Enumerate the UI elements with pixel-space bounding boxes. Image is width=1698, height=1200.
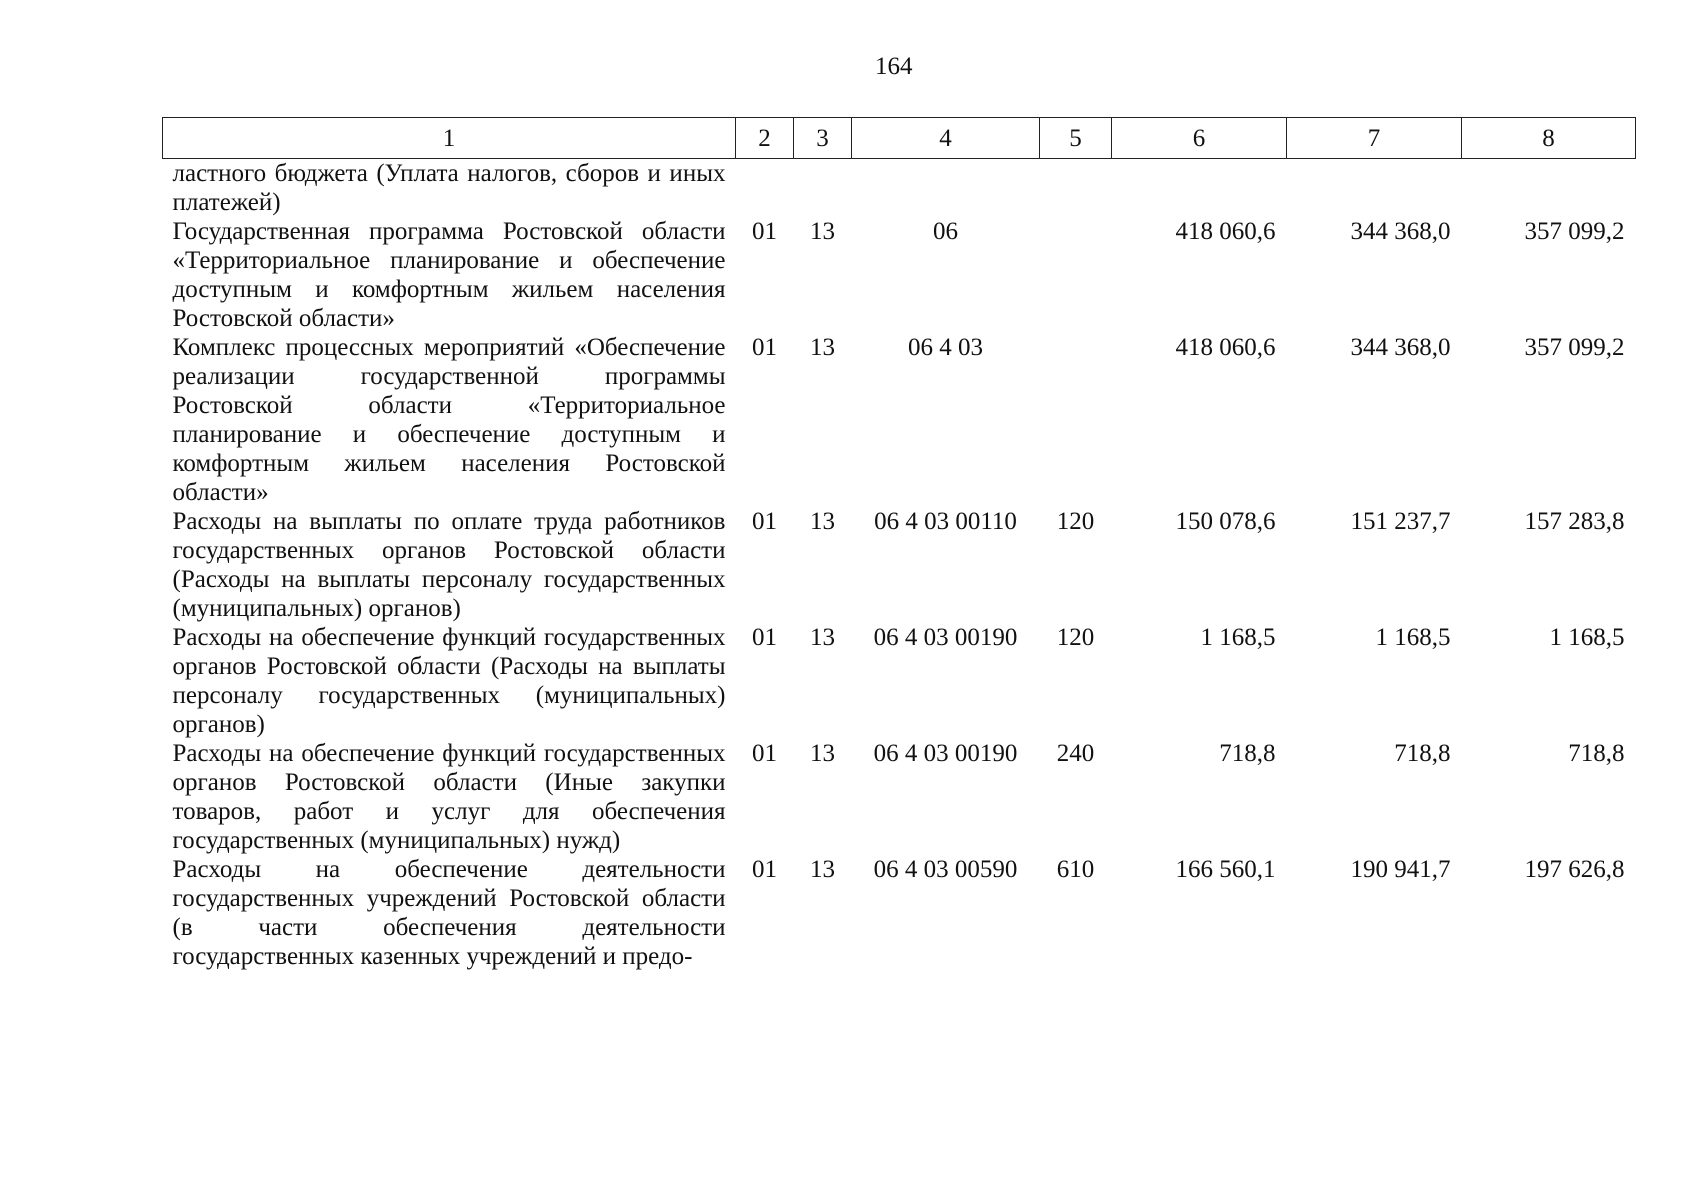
row-amount-6: 1 168,5 — [1200, 624, 1276, 651]
table-row — [163, 159, 1636, 218]
row-description: Расходы на обеспечение деятельности государственных учреждений Ростовской области (в части обеспечения деятельности государственных казенных учреждений и предо- — [172, 856, 726, 970]
row-amount-6: 166 560,1 — [1175, 856, 1276, 883]
row-amount-8: 197 626,8 — [1524, 856, 1625, 883]
row-amount-8: 157 283,8 — [1524, 508, 1625, 535]
row-description: Государственная программа Ростовской области «Территориальное планирование и обеспечение доступным и комфортным жильем населения Ростовской области» — [172, 218, 726, 332]
row-amount-6: 150 078,6 — [1175, 508, 1276, 535]
row-expense-type: 120 — [1056, 624, 1095, 651]
row-subsection: 13 — [810, 856, 835, 883]
row-section: 01 — [752, 508, 777, 535]
row-amount-6: 418 060,6 — [1175, 218, 1276, 245]
table-row — [163, 623, 1636, 739]
row-section: 01 — [752, 218, 777, 245]
row-section — [736, 159, 794, 218]
table-header-row — [163, 118, 1636, 159]
row-description: Расходы на выплаты по оплате труда работников государственных органов Ростовской области (Расходы на выплаты персоналу государственных (муниципальных) органов) — [172, 508, 726, 622]
row-target-code: 06 4 03 00190 — [873, 624, 1018, 651]
row-description: Расходы на обеспечение функций государственных органов Ростовской области (Иные закупки товаров, работ и услуг для обеспечения государственных (муниципальных) нужд) — [172, 740, 726, 854]
row-section: 01 — [752, 334, 777, 361]
row-amount-7: 1 168,5 — [1375, 624, 1451, 651]
row-target-code: 06 4 03 00590 — [873, 856, 1018, 883]
row-amount-7: 190 941,7 — [1350, 856, 1451, 883]
row-amount-7: 344 368,0 — [1350, 218, 1451, 245]
row-target-code — [852, 159, 1040, 218]
row-section: 01 — [752, 624, 777, 651]
row-amount-8: 357 099,2 — [1524, 334, 1625, 361]
row-amount-7: 151 237,7 — [1350, 508, 1451, 535]
row-expense-type: 120 — [1056, 508, 1095, 535]
row-description: ластного бюджета (Уплата налогов, сборов и иных платежей) — [172, 160, 726, 216]
row-section: 01 — [752, 856, 777, 883]
row-expense-type — [1040, 217, 1112, 333]
row-amount-7 — [1287, 159, 1462, 218]
row-subsection: 13 — [810, 218, 835, 245]
row-amount-6 — [1112, 159, 1287, 218]
column-header-7: 7 — [1287, 118, 1462, 159]
budget-table — [162, 117, 1636, 971]
page-number: 164 — [875, 53, 913, 80]
row-subsection: 13 — [810, 334, 835, 361]
row-amount-8: 1 168,5 — [1549, 624, 1625, 651]
row-amount-7: 718,8 — [1394, 740, 1451, 767]
column-header-4: 4 — [852, 118, 1040, 159]
table-row — [163, 855, 1636, 971]
row-subsection — [794, 159, 852, 218]
table-row — [163, 217, 1636, 333]
column-header-8: 8 — [1462, 118, 1636, 159]
row-subsection: 13 — [810, 624, 835, 651]
row-target-code: 06 4 03 — [908, 334, 983, 361]
row-amount-8: 357 099,2 — [1524, 218, 1625, 245]
row-target-code: 06 — [933, 218, 958, 245]
row-target-code: 06 4 03 00110 — [874, 508, 1017, 535]
table-row — [163, 333, 1636, 507]
column-header-3: 3 — [794, 118, 852, 159]
row-amount-7: 344 368,0 — [1350, 334, 1451, 361]
row-expense-type — [1040, 333, 1112, 507]
row-subsection: 13 — [810, 508, 835, 535]
row-target-code: 06 4 03 00190 — [873, 740, 1018, 767]
table-row — [163, 739, 1636, 855]
row-expense-type: 610 — [1056, 856, 1095, 883]
row-section: 01 — [752, 740, 777, 767]
column-header-6: 6 — [1112, 118, 1287, 159]
row-expense-type: 240 — [1056, 740, 1095, 767]
row-amount-6: 718,8 — [1219, 740, 1276, 767]
row-expense-type — [1040, 159, 1112, 218]
row-description: Расходы на обеспечение функций государственных органов Ростовской области (Расходы на выплаты персоналу государственных (муниципальных) органов) — [172, 624, 726, 738]
row-amount-8 — [1462, 159, 1636, 218]
row-description: Комплекс процессных мероприятий «Обеспечение реализации государственной программы Ростовской области «Территориальное планирование и обеспечение доступным и комфортным жильем населения Ростовской области» — [172, 334, 726, 506]
column-header-5: 5 — [1040, 118, 1112, 159]
column-header-1: 1 — [163, 118, 736, 159]
row-amount-8: 718,8 — [1568, 740, 1625, 767]
table-row — [163, 507, 1636, 623]
row-subsection: 13 — [810, 740, 835, 767]
row-amount-6: 418 060,6 — [1175, 334, 1276, 361]
column-header-2: 2 — [736, 118, 794, 159]
